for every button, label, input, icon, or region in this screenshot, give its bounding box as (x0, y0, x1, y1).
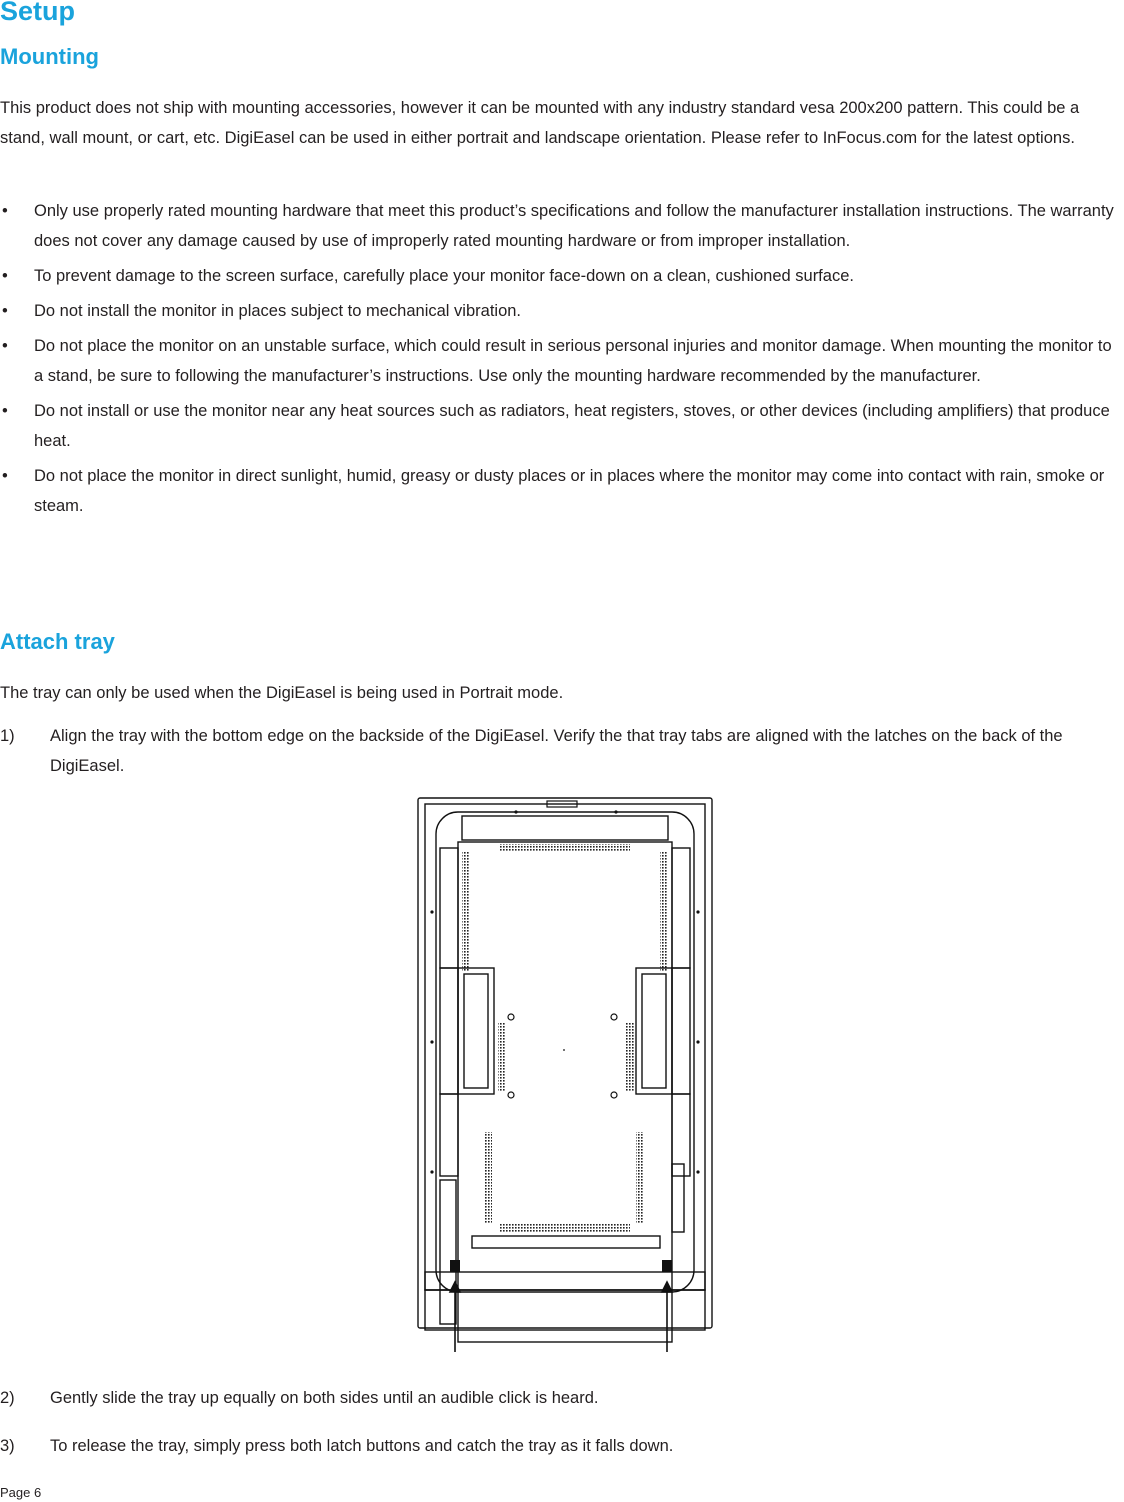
step-text: Align the tray with the bottom edge on the backside of the DigiEasel. Verify the that tray tabs are aligned with the latches on the back of the DigiEasel. (50, 727, 1063, 775)
list-item: • Do not install the monitor in places subject to mechanical vibration. (0, 296, 1124, 326)
attach-tray-heading: Attach tray (0, 629, 115, 654)
mounting-bullet-list (0, 196, 1124, 526)
mounting-intro: This product does not ship with mounting accessories, however it can be mounted with any industry standard vesa 200x200 pattern. This could be a stand, wall mount, or cart, etc. DigiEasel can be used in either portrait and landscape orientation. Please refer to InFocus.com for the latest options. (0, 99, 1080, 147)
digieasel-back-diagram (416, 792, 716, 1352)
page-title: Setup (0, 0, 76, 26)
step-1 (0, 721, 1124, 781)
list-item: • Only use properly rated mounting hardware that meet this product’s specifications and follow the manufacturer installation instructions. The warranty does not cover any damage caused by use of improperly rated mounting hardware or from improper installation. (0, 196, 1124, 256)
step-number: 1) (0, 727, 15, 745)
list-item: • Do not place the monitor on an unstable surface, which could result in serious personal injuries and monitor damage. When mounting the monitor to a stand, be sure to following the manufacturer’s instructions. Use only the mounting hardware recommended by the manufacturer. (0, 331, 1124, 391)
list-item: • Do not place the monitor in direct sunlight, humid, greasy or dusty places or in places where the monitor may come into contact with rain, smoke or steam. (0, 461, 1124, 521)
page-number: Page 6 (0, 1485, 42, 1500)
list-item: • To prevent damage to the screen surface, carefully place your monitor face-down on a clean, cushioned surface. (0, 261, 1124, 291)
step-2 (0, 1383, 1124, 1413)
mounting-heading: Mounting (0, 44, 99, 69)
step-number: 2) (0, 1389, 15, 1407)
step-number: 3) (0, 1437, 15, 1455)
attach-tray-intro: The tray can only be used when the DigiEasel is being used in Portrait mode. (0, 684, 564, 702)
step-text: Gently slide the tray up equally on both sides until an audible click is heard. (50, 1389, 599, 1407)
step-text: To release the tray, simply press both latch buttons and catch the tray as it falls down. (50, 1437, 674, 1455)
step-3 (0, 1431, 1124, 1461)
list-item: • Do not install or use the monitor near any heat sources such as radiators, heat registers, stoves, or other devices (including amplifiers) that produce heat. (0, 396, 1124, 456)
